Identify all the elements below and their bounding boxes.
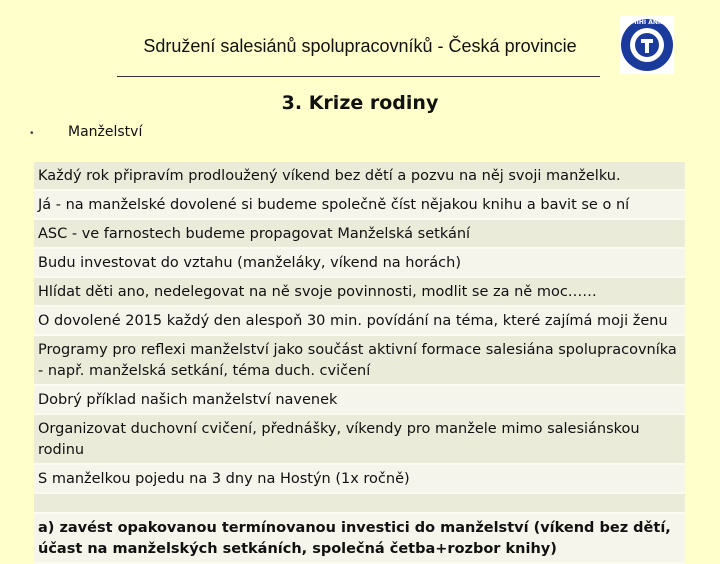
table-row: Organizovat duchovní cvičení, přednášky, víkendy pro manžele mimo salesiánskou rodinu <box>34 415 685 465</box>
table-row-summary: a) zavést opakovanou termínovanou investici do manželství (víkend bez dětí, účast na manželských setkáních, společná četba+rozbor knihy) <box>34 514 685 564</box>
table-row: Programy pro reflexi manželství jako součást aktivní formace salesiána spolupracovníka - např. manželská setkání, téma duch. cvičení <box>34 336 685 386</box>
table-row: Budu investovat do vztahu (manželáky, víkend na horách) <box>34 249 685 278</box>
table-row: O dovolené 2015 každý den alespoň 30 min. povídání na téma, které zajímá moji ženu <box>34 307 685 336</box>
logo-text: DA MIHI ANIMAS <box>619 19 675 26</box>
table-row: Hlídat děti ano, nedelegovat na ně svoje povinnosti, modlit se za ně moc…… <box>34 278 685 307</box>
answers-table <box>34 162 685 564</box>
table-row: Já - na manželské dovolené si budeme společně číst nějakou knihu a bavit se o ní <box>34 191 685 220</box>
salesian-logo-icon <box>619 15 675 75</box>
table-row: Dobrý příklad našich manželství navenek <box>34 386 685 415</box>
slide-title: 3. Krize rodiny <box>281 92 439 114</box>
table-row: S manželkou pojedu na 3 dny na Hostýn (1x ročně) <box>34 465 685 494</box>
bullet-text: Manželství <box>68 124 143 140</box>
table-row: ASC - ve farnostech budeme propagovat Manželská setkání <box>34 220 685 249</box>
organization-title: Sdružení salesiánů spolupracovníků - Česká provincie <box>143 36 577 56</box>
header-divider <box>117 76 600 77</box>
table-row: Každý rok připravím prodloužený víkend bez dětí a pozvu na něj svoji manželku. <box>34 162 685 191</box>
bullet-icon: • <box>30 128 34 139</box>
table-row-empty <box>34 494 685 514</box>
